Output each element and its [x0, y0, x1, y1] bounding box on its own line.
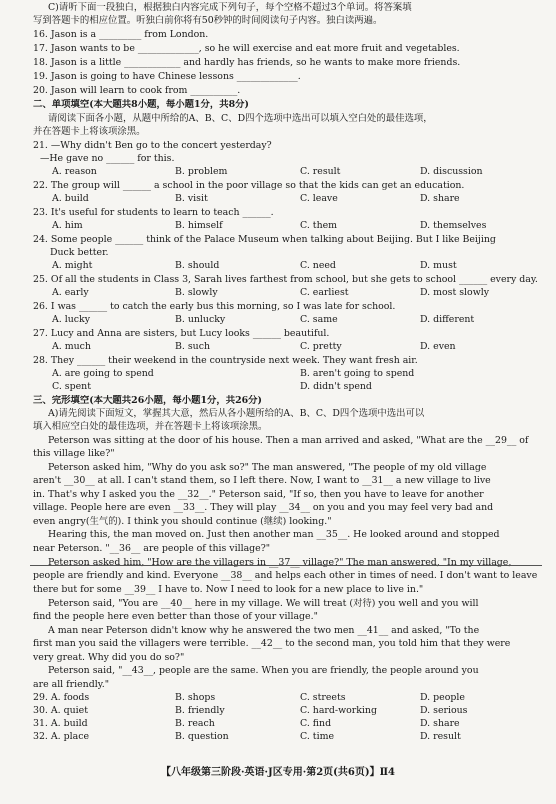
text-line: in. That's why I asked you the __32__." Peterson said, "If so, then you have to leave for another [33, 489, 484, 500]
answer-option: D. result [420, 731, 461, 742]
answer-option: 29. A. foods [33, 692, 90, 703]
answer-option: C. need [300, 260, 336, 271]
answer-option: C. spent [52, 381, 91, 392]
answer-option: C. streets [300, 692, 346, 703]
answer-option: A. build [52, 193, 89, 204]
text-line: 28. They ______ their weekend in the countryside next week. They want fresh air. [33, 355, 418, 366]
text-line: C)请听下面一段独白，根据独白内容完成下列句子，每个空格不超过3个单词。将答案填 [48, 2, 412, 13]
answer-option: C. leave [300, 193, 338, 204]
answer-option: D. even [420, 341, 456, 352]
text-line: near Peterson. "__36__ are people of this village?" [33, 543, 271, 554]
answer-option: C. same [300, 314, 338, 325]
option-row [0, 193, 556, 205]
answer-option: C. them [300, 220, 338, 231]
answer-option: C. find [300, 718, 332, 729]
answer-option: D. share [420, 718, 460, 729]
answer-option: B. reach [175, 718, 215, 729]
answer-option: B. aren't going to spend [300, 368, 415, 379]
option-row [0, 731, 556, 743]
answer-option: A. might [52, 260, 93, 271]
answer-option: A. him [52, 220, 83, 231]
answer-option: B. visit [175, 193, 208, 204]
text-line: 27. Lucy and Anna are sisters, but Lucy looks ______ beautiful. [33, 328, 330, 339]
answer-option: C. result [300, 166, 341, 177]
text-line: Peterson said, "You are __40__ here in my village. We will treat (对待) you well and you will [48, 598, 479, 609]
answer-option: D. discussion [420, 166, 483, 177]
text-line: Peterson asked him, "How are the villagers in __37__ village?" The man answered, "In my village, [48, 557, 512, 568]
text-line: —He gave no ______ for this. [40, 153, 175, 164]
text-line: Peterson asked him, "Why do you ask so?" The man answered, "The people of my old village [48, 462, 487, 473]
answer-option: B. slowly [175, 287, 218, 298]
answer-option: D. most slowly [420, 287, 490, 298]
answer-option: D. serious [420, 705, 468, 716]
text-line: A man near Peterson didn't know why he answered the two men __41__ and asked, "To the [48, 625, 480, 636]
answer-option: B. shops [175, 692, 216, 703]
answer-option: D. themselves [420, 220, 487, 231]
answer-option: C. earliest [300, 287, 349, 298]
text-line: there but for some __39__ I have to. Now I need to look for a new place to live in." [33, 584, 424, 595]
text-line: this village like?" [33, 448, 115, 459]
text-line: A)请先阅读下面短文，掌握其大意，然后从各小题所给的A、B、C、D四个选项中选出可以 [48, 408, 425, 419]
answer-option: C. pretty [300, 341, 342, 352]
text-line: 19. Jason is going to have Chinese lessons _____________. [33, 71, 301, 82]
fold-line [30, 565, 542, 566]
answer-option: D. different [420, 314, 475, 325]
answer-option: A. lucky [52, 314, 90, 325]
option-row [0, 314, 556, 326]
answer-option: D. didn't spend [300, 381, 372, 392]
text-line: people are friendly and kind. Everyone __38__ and helps each other in times of need. I don't want to leave [33, 570, 538, 581]
option-row [0, 341, 556, 353]
text-line: Duck better. [50, 247, 109, 258]
answer-option: 31. A. build [33, 718, 88, 729]
text-line: 三、完形填空(本大题共26小题，每小题1分，共26分) [33, 395, 262, 406]
text-line: 21. —Why didn't Ben go to the concert yesterday? [33, 140, 272, 151]
answer-option: B. such [175, 341, 210, 352]
text-line: 25. Of all the students in Class 3, Sarah lives farthest from school, but she gets to school ______ every day. [33, 274, 538, 285]
text-line: Peterson said, "__43__, people are the same. When you are friendly, the people around you [48, 665, 479, 676]
text-line: 22. The group will ______ a school in the poor village so that the kids can get an education. [33, 180, 465, 191]
answer-option: C. hard-working [300, 705, 377, 716]
answer-option: D. must [420, 260, 457, 271]
option-row [0, 692, 556, 704]
option-row [0, 166, 556, 178]
text-line: 24. Some people ______ think of the Palace Museum when talking about Beijing. But I like Beijing [33, 234, 496, 245]
answer-option: 30. A. quiet [33, 705, 88, 716]
option-row [0, 287, 556, 299]
option-row [0, 718, 556, 730]
text-line: even angry(生气的). I think you should continue (继续) looking." [33, 516, 332, 527]
option-row [0, 705, 556, 717]
answer-option: C. time [300, 731, 335, 742]
option-row [0, 368, 556, 380]
option-row [0, 260, 556, 272]
text-line: 写到答题卡的相应位置。听独白前你将有50秒钟的时间阅读句子内容。独白读两遍。 [33, 15, 383, 26]
text-line: 20. Jason will learn to cook from __________. [33, 85, 241, 96]
text-line: are all friendly." [33, 679, 110, 690]
text-line: 17. Jason wants to be _____________, so he will exercise and eat more fruit and vegetables. [33, 43, 460, 54]
answer-option: 32. A. place [33, 731, 90, 742]
text-line: Hearing this, the man moved on. Just then another man __35__. He looked around and stopped [48, 529, 500, 540]
answer-option: B. should [175, 260, 220, 271]
answer-option: B. himself [175, 220, 223, 231]
answer-option: D. share [420, 193, 460, 204]
text-line: 填入相应空白处的最佳选项，并在答题卡上将该项涂黑。 [33, 421, 268, 432]
text-line: first man you said the villagers were terrible. __42__ to the second man, you told him that they were [33, 638, 511, 649]
answer-option: A. much [52, 341, 91, 352]
page-footer: 【八年级第三阶段·英语·J区专用·第2页(共6页)】Ⅱ4 [161, 767, 395, 778]
answer-option: D. people [420, 692, 465, 703]
text-line: Peterson was sitting at the door of his house. Then a man arrived and asked, "What are the __29__ of [48, 435, 529, 446]
answer-option: A. reason [52, 166, 97, 177]
answer-option: A. early [52, 287, 89, 298]
text-line: 16. Jason is a _________ from London. [33, 29, 209, 40]
text-line: 23. It's useful for students to learn to teach ______. [33, 207, 274, 218]
answer-option: B. question [175, 731, 229, 742]
text-line: village. People here are even __33__. They will play __34__ on you and you may feel very bad and [33, 502, 494, 513]
text-line: 18. Jason is a little ____________ and hardly has friends, so he wants to make more friends. [33, 57, 461, 68]
option-row [0, 381, 556, 393]
text-line: 二、单项填空(本大题共8小题，每小题1分，共8分) [33, 99, 249, 110]
text-line: aren't __30__ at all. I can't stand them, so I left there. Now, I want to __31__ a new village to live [33, 475, 491, 486]
text-line: 并在答题卡上将该项涂黑。 [33, 126, 146, 137]
text-line: 请阅读下面各小题，从题中所给的A、B、C、D四个选项中选出可以填入空白处的最佳选项， [48, 113, 433, 124]
text-line: 26. I was ______ to catch the early bus this morning, so I was late for school. [33, 301, 396, 312]
answer-option: A. are going to spend [52, 368, 154, 379]
text-line: find the people here even better than those of your village." [33, 611, 318, 622]
text-line: very great. Why did you do so?" [33, 652, 185, 663]
answer-option: B. friendly [175, 705, 225, 716]
answer-option: B. unlucky [175, 314, 226, 325]
answer-option: B. problem [175, 166, 228, 177]
option-row [0, 220, 556, 232]
